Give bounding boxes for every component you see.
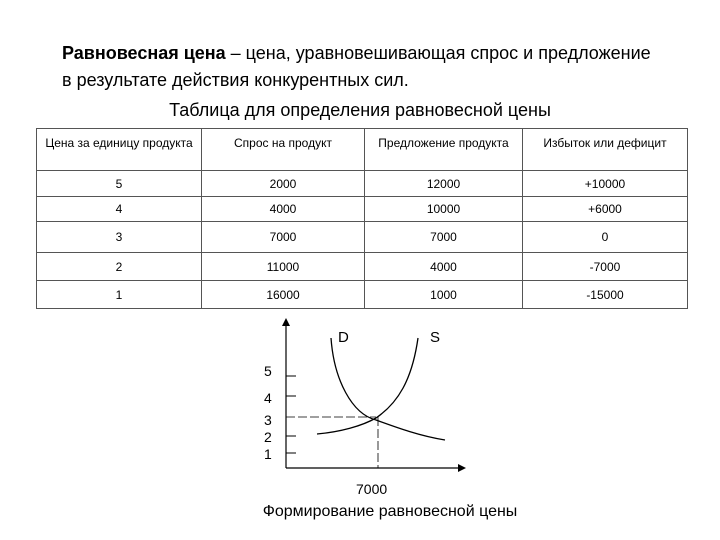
cell-demand: 11000 [202,253,365,281]
header-supply: Предложение продукта [365,129,523,171]
y-tick-label-3: 3 [264,412,272,428]
cell-price: 3 [37,222,202,253]
cell-surplus-deficit: -15000 [523,281,688,309]
cell-surplus-deficit: +10000 [523,171,688,197]
x-tick-label: 7000 [356,481,388,497]
cell-price: 2 [37,253,202,281]
cell-surplus-deficit: -7000 [523,253,688,281]
cell-demand: 2000 [202,171,365,197]
y-tick-label-2: 2 [264,429,272,445]
graph-caption [0,502,720,522]
cell-supply: 1000 [365,281,523,309]
supply-label: S [430,329,441,346]
table-title-text: Таблица для определения равновесной цены [169,100,551,120]
cell-price: 5 [37,171,202,197]
cell-supply: 12000 [365,171,523,197]
cell-supply: 10000 [365,197,523,222]
cell-surplus-deficit: 0 [523,222,688,253]
cell-demand: 7000 [202,222,365,253]
y-tick-label-4: 4 [264,390,272,406]
definition-text: – цена, уравновешивающая спрос и предложение в результате действия конкурентных сил. [62,43,651,90]
cell-supply: 7000 [365,222,523,253]
cell-demand: 16000 [202,281,365,309]
cell-surplus-deficit: +6000 [523,197,688,222]
cell-price: 1 [37,281,202,309]
y-tick-label-5: 5 [264,363,272,379]
header-price: Цена за единицу продукта [37,129,202,171]
demand-curve [331,338,445,440]
cell-demand: 4000 [202,197,365,222]
header-demand: Спрос на продукт [202,129,365,171]
y-tick-label-1: 1 [264,446,272,462]
header-surplus-deficit: Избыток или дефицит [523,129,688,171]
cell-supply: 4000 [365,253,523,281]
definition-term: Равновесная цена [62,43,226,63]
graph-caption-text: Формирование равновесной цены [262,503,518,520]
cell-price: 4 [37,197,202,222]
demand-label: D [338,329,349,346]
